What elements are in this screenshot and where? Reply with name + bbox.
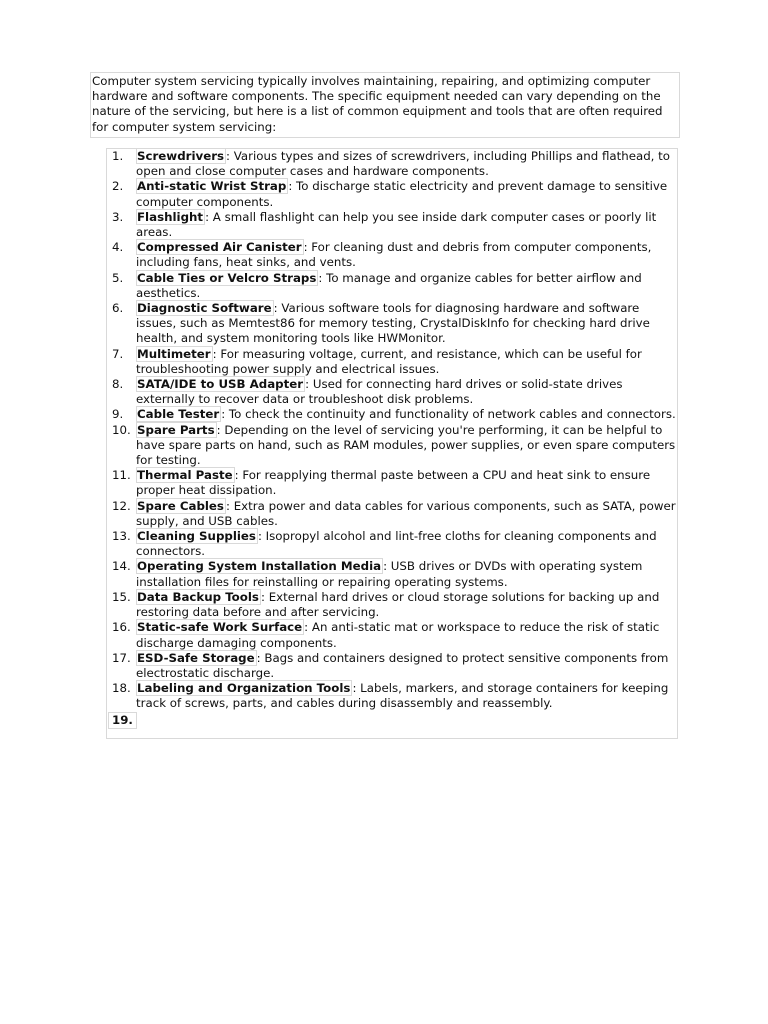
list-item-description: : External hard drives or cloud storage solutions for backing up and restoring data before and after servicing. [136, 589, 660, 620]
list-item [107, 301, 677, 347]
list-item [107, 651, 677, 681]
list-item-term: Flashlight [137, 209, 204, 224]
list-item [107, 347, 677, 377]
list-item-number: 4. [112, 240, 124, 255]
list-item-description: : USB drives or DVDs with operating system installation files for reinstalling or repairing operating systems. [136, 559, 643, 589]
list-item-description: : Bags and containers designed to protect sensitive components from electrostatic discharge. [136, 650, 669, 680]
list-item-number: 11. [112, 468, 131, 483]
list-item-term: Cable Tester [137, 407, 220, 422]
list-item-number: 14. [112, 559, 131, 574]
list-item-number: 13. [112, 529, 131, 544]
list-item-description: : Extra power and data cables for various components, such as SATA, power supply, and USB cables. [136, 498, 676, 528]
list-item [107, 407, 677, 422]
list-item-number: 19. [108, 712, 137, 729]
list-item [107, 590, 677, 620]
list-item-description: : A small flashlight can help you see inside dark computer cases or poorly lit areas. [136, 209, 657, 240]
list-item-number: 15. [112, 589, 131, 604]
list-item-term: Labeling and Organization Tools [137, 681, 351, 696]
list-item [107, 468, 677, 498]
list-item [107, 240, 677, 270]
list-item-term: Operating System Installation Media [137, 559, 382, 574]
list-item-description: : For cleaning dust and debris from computer components, including fans, heat sinks, and vents. [136, 240, 652, 270]
list-item-number: 18. [112, 681, 131, 696]
list-item-description: : Various types and sizes of screwdrivers, including Phillips and flathead, to open and close computer cases and hardware components. [136, 149, 671, 179]
list-item [107, 499, 677, 529]
list-item-number: 12. [112, 498, 131, 513]
list-item-number: 16. [112, 620, 131, 635]
list-item-term: Cleaning Supplies [137, 529, 256, 544]
list-item-term: Cable Ties or Velcro Straps [137, 270, 317, 285]
list-item [107, 210, 677, 240]
list-item-number: 17. [112, 650, 131, 665]
list-item [107, 620, 677, 650]
list-item-number: 9. [112, 407, 124, 422]
list-item-number: 5. [112, 270, 124, 285]
list-item-term: Spare Parts [137, 422, 215, 437]
list-item [107, 423, 677, 469]
list-item [107, 149, 677, 179]
list-item-term: ESD-Safe Storage [137, 650, 255, 665]
list-item [107, 179, 677, 209]
list-item [107, 529, 677, 559]
list-item [107, 681, 677, 711]
list-item-number: 6. [112, 301, 124, 316]
list-item-number: 10. [112, 422, 131, 437]
list-item-term: Spare Cables [137, 498, 224, 513]
list-item-description: : Labels, markers, and storage containers for keeping track of screws, parts, and cables during disassembly and reassembly. [136, 681, 669, 711]
list-item-number: 7. [112, 346, 124, 361]
list-item-description: : Depending on the level of servicing you're performing, it can be helpful to have spare parts on hand, such as RAM modules, power supplies, or even spare computers for testing. [136, 422, 676, 468]
list-item-term: Anti-static Wrist Strap [137, 179, 287, 194]
list-item [107, 559, 677, 589]
list-item-description: : For reapplying thermal paste between a CPU and heat sink to ensure proper heat dissipation. [136, 468, 651, 498]
list-item-description: : For measuring voltage, current, and resistance, which can be useful for troubleshooting power supply and electrical issues. [136, 346, 642, 376]
list-item-description: : Isopropyl alcohol and lint-free cloths for cleaning components and connectors. [136, 529, 657, 559]
list-item [107, 377, 677, 407]
list-item-term: Thermal Paste [137, 468, 233, 483]
list-item-number: 3. [112, 209, 124, 224]
list-item-empty [107, 712, 677, 727]
list-item-description: : To check the continuity and functionality of network cables and connectors. [221, 407, 676, 422]
list-item-description: : Various software tools for diagnosing hardware and software issues, such as Memtest86 for memory testing, CrystalDiskInfo for checking hard drive health, and system monitoring tools like HWMonitor. [136, 301, 650, 346]
list-item-term: Screwdrivers [137, 149, 225, 163]
list-item [107, 271, 677, 301]
list-item-number: 2. [112, 179, 124, 194]
list-item-description: : To discharge static electricity and prevent damage to sensitive computer components. [136, 179, 668, 209]
list-item-term: Static-safe Work Surface [137, 620, 303, 635]
list-item-term: Compressed Air Canister [137, 240, 302, 255]
list-item-description: : An anti-static mat or workspace to reduce the risk of static discharge damaging components. [136, 620, 660, 650]
list-item-term: SATA/IDE to USB Adapter [137, 377, 304, 392]
list-item-description: : To manage and organize cables for better airflow and aesthetics. [136, 270, 642, 300]
list-item-description: : Used for connecting hard drives or solid-state drives externally to recover data or troubleshoot disk problems. [136, 377, 623, 407]
list-item-term: Diagnostic Software [137, 301, 272, 316]
equipment-list [106, 148, 678, 739]
intro-paragraph: Computer system servicing typically involves maintaining, repairing, and optimizing computer hardware and software components. The specific equipment needed can vary depending on the nature of the servicing, but here is a list of common equipment and tools that are often required for computer system servicing: [90, 72, 680, 138]
list-item-number: 1. [112, 149, 124, 163]
list-item-number: 8. [112, 377, 124, 392]
list-item-term: Multimeter [137, 346, 211, 361]
list-item-term: Data Backup Tools [137, 589, 259, 604]
